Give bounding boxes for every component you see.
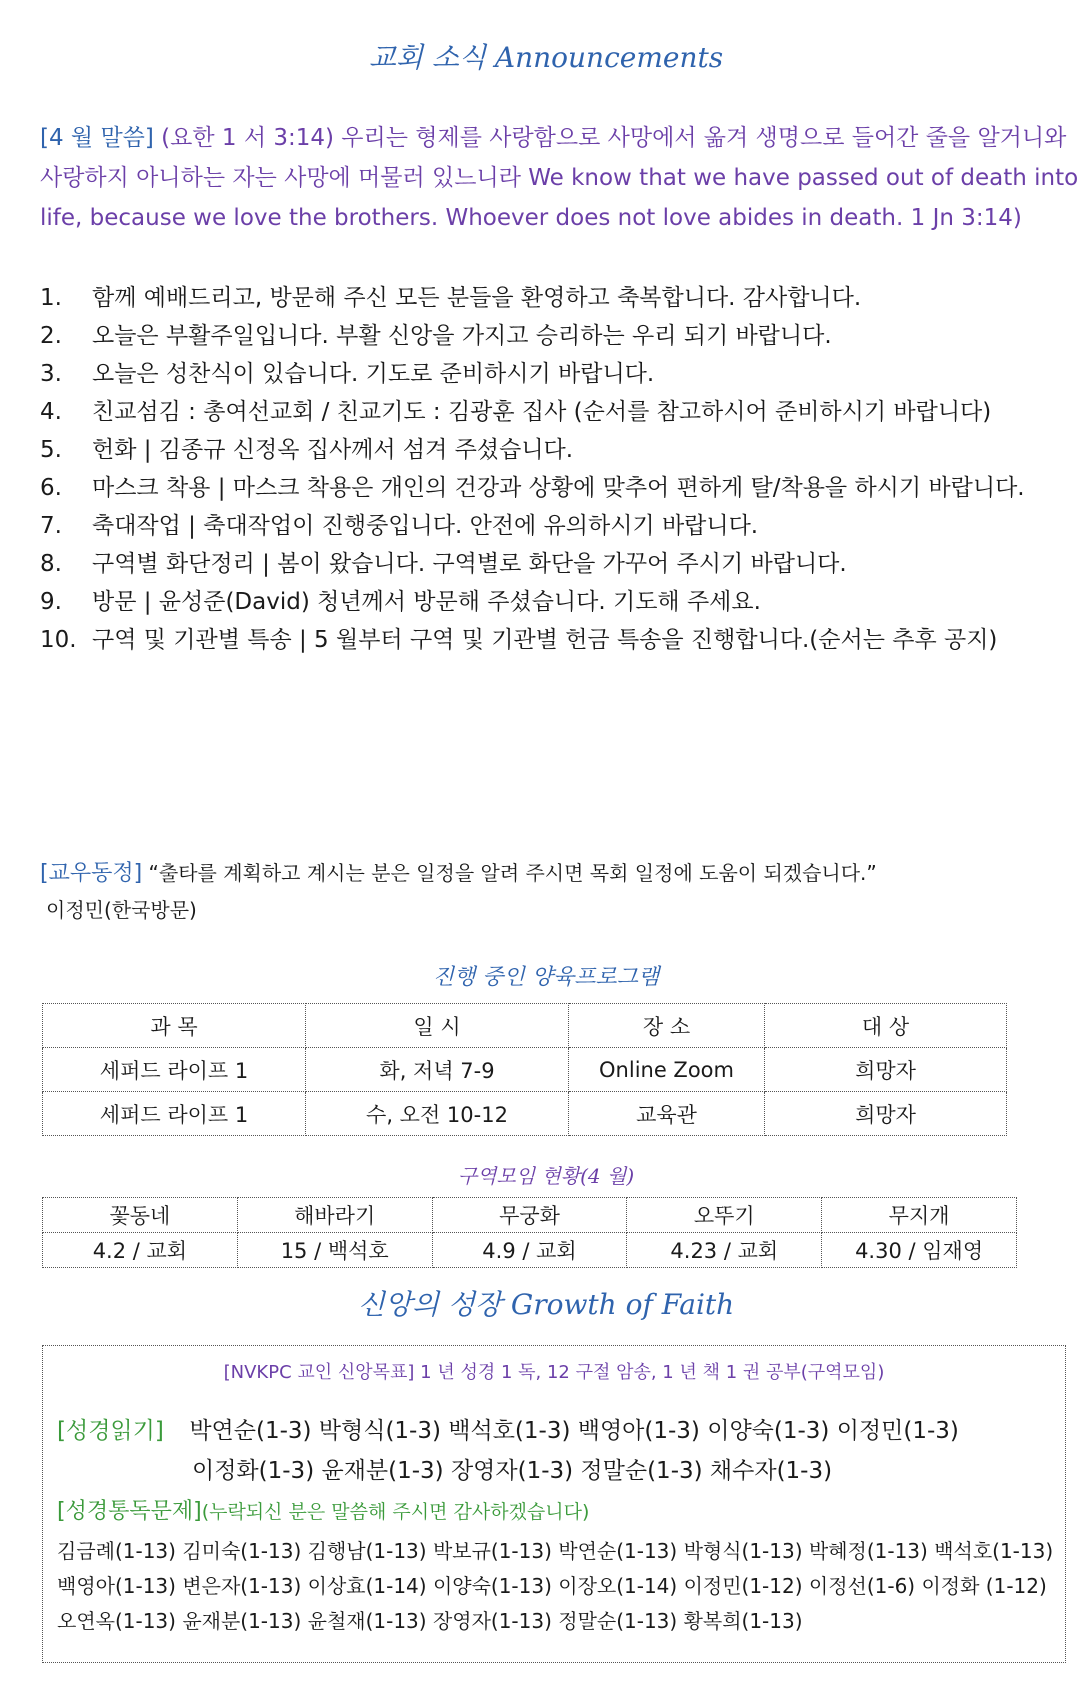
item-number: 5. <box>40 437 62 463</box>
table-cell: 화, 저녁 7-9 <box>306 1048 569 1092</box>
reading-label: [성경읽기] <box>57 1418 164 1444</box>
announcement-item <box>40 318 1085 354</box>
quiz-note: (누락되신 분은 말씀해 주시면 감사하겠습니다) <box>201 1501 590 1523</box>
item-text: 구역 및 기관별 특송 | 5 월부터 구역 및 기관별 헌금 특송을 진행합니다.(순서는 추후 공지) <box>92 627 998 653</box>
table-cell: 세퍼드 라이프 1 <box>43 1048 306 1092</box>
quiz-names: 김금례(1-13) 김미숙(1-13) 김행남(1-13) 박보규(1-13) 박연순(1-13) 박형식(1-13) 박혜정(1-13) 백석호(1-13) 백영아(1-13) 변은자(1-13) 이상효(1-14) 이양숙(1-13) 이장오(1-14) 이정민(1-12) 이정선(1-6) 이정화 (1-12) 오연옥(1-13) 윤재분(1-13) 윤철재(1-13) 장영자(1-13) 정말순(1-13) 황복희(1-13) <box>57 1539 1054 1633</box>
header-cell: 과 목 <box>43 1004 306 1048</box>
item-number: 10. <box>40 627 77 653</box>
table-cell: 세퍼드 라이프 1 <box>43 1092 306 1136</box>
group-meeting-title: 구역모임 현황(4 월) <box>457 1164 635 1188</box>
table-row <box>43 1092 1007 1136</box>
item-number: 7. <box>40 513 62 539</box>
table-row <box>43 1233 1017 1268</box>
header-cell: 대 상 <box>765 1004 1007 1048</box>
reading-line-2: 이정화(1-3) 윤재분(1-3) 장영자(1-3) 정말순(1-3) 채수자(1-3) <box>192 1458 833 1484</box>
member-news-name: 이정민(한국방문) <box>46 898 197 922</box>
announcement-item <box>40 280 1085 316</box>
header-cell: 장 소 <box>569 1004 765 1048</box>
item-number: 6. <box>40 475 62 501</box>
header-cell: 해바라기 <box>237 1198 432 1233</box>
member-news-label: [교우동정] <box>40 861 143 886</box>
reading-line-1: 박연순(1-3) 박형식(1-3) 백석호(1-3) 백영아(1-3) 이양숙(1-3) 이정민(1-3) <box>189 1418 959 1444</box>
table-row <box>43 1048 1007 1092</box>
bible-reading <box>57 1411 1057 1491</box>
monthly-verse <box>40 118 1085 238</box>
item-text: 축대작업 | 축대작업이 진행중입니다. 안전에 유의하시기 바랍니다. <box>92 513 759 539</box>
table-cell: 15 / 백석호 <box>237 1233 432 1268</box>
announcement-item <box>40 432 1085 468</box>
announcement-item <box>40 508 1085 544</box>
table-cell: 희망자 <box>765 1092 1007 1136</box>
member-news <box>40 855 1085 928</box>
header-cell: 무궁화 <box>432 1198 627 1233</box>
item-number: 2. <box>40 323 62 349</box>
table-cell: 4.30 / 임재영 <box>822 1233 1017 1268</box>
header-cell: 무지개 <box>822 1198 1017 1233</box>
program-table <box>42 1003 1007 1136</box>
item-text: 구역별 화단정리 | 봄이 왔습니다. 구역별로 화단을 가꾸어 주시기 바랍니다. <box>92 551 847 577</box>
header-cell: 일 시 <box>306 1004 569 1048</box>
table-cell: 교육관 <box>569 1092 765 1136</box>
announcement-item <box>40 356 1085 392</box>
quiz-label: [성경통독문제] <box>57 1499 202 1524</box>
table-header-row <box>43 1198 1017 1233</box>
announcement-item <box>40 622 1085 658</box>
item-text: 오늘은 부활주일입니다. 부활 신앙을 가지고 승리하는 우리 되기 바랍니다. <box>92 323 832 349</box>
verse-text: (요한 1 서 3:14) 우리는 형제를 사랑함으로 사망에서 옮겨 생명으로 들어간 줄을 알거니와 사랑하지 아니하는 자는 사망에 머물러 있느니라 We know that we have passed out of death into life, because we love the brothers. Whoever does not love abides in death. 1 Jn 3:14) <box>40 125 1079 231</box>
item-number: 4. <box>40 399 62 425</box>
member-news-text: “출타를 계획하고 계시는 분은 일정을 알려 주시면 목회 일정에 도움이 되겠습니다.” <box>142 861 877 885</box>
header-cell: 오뚜기 <box>627 1198 822 1233</box>
table-cell: 희망자 <box>765 1048 1007 1092</box>
announcement-item <box>40 394 1085 430</box>
item-number: 9. <box>40 589 62 615</box>
faith-goal: [NVKPC 교인 신앙목표] 1 년 성경 1 독, 12 구절 암송, 1 년 책 1 권 공부(구역모임) <box>223 1362 885 1383</box>
table-cell: Online Zoom <box>569 1048 765 1092</box>
growth-title: 신앙의 성장 Growth of Faith <box>357 1288 735 1321</box>
table-header-row <box>43 1004 1007 1048</box>
announcement-item <box>40 584 1085 620</box>
announcement-item <box>40 470 1085 506</box>
table-cell: 4.9 / 교회 <box>432 1233 627 1268</box>
page-title: 교회 소식 Announcements <box>368 41 724 74</box>
verse-ref: [4 월 말씀] <box>40 125 154 151</box>
item-text: 오늘은 성찬식이 있습니다. 기도로 준비하시기 바랍니다. <box>92 361 655 387</box>
item-text: 마스크 착용 | 마스크 착용은 개인의 건강과 상황에 맞추어 편하게 탈/착용을 하시기 바랍니다. <box>92 475 1025 501</box>
item-number: 1. <box>40 285 62 311</box>
item-text: 친교섬김 : 총여선교회 / 친교기도 : 김광훈 집사 (순서를 참고하시어 준비하시기 바랍니다) <box>92 399 992 425</box>
announcement-list <box>40 280 1085 660</box>
item-number: 8. <box>40 551 62 577</box>
item-text: 함께 예배드리고, 방문해 주신 모든 분들을 환영하고 축복합니다. 감사합니다. <box>92 285 862 311</box>
header-cell: 꽃동네 <box>43 1198 238 1233</box>
item-text: 방문 | 윤성준(David) 청년께서 방문해 주셨습니다. 기도해 주세요. <box>92 589 761 615</box>
quiz-header <box>57 1494 1057 1525</box>
program-title: 진행 중인 양육프로그램 <box>432 965 660 990</box>
announcement-item <box>40 546 1085 582</box>
table-cell: 4.2 / 교회 <box>43 1233 238 1268</box>
table-cell: 수, 오전 10-12 <box>306 1092 569 1136</box>
group-meeting-table <box>42 1197 1017 1268</box>
table-cell: 4.23 / 교회 <box>627 1233 822 1268</box>
item-text: 헌화 | 김종규 신정옥 집사께서 섬겨 주셨습니다. <box>92 437 574 463</box>
growth-box <box>42 1345 1066 1663</box>
item-number: 3. <box>40 361 62 387</box>
